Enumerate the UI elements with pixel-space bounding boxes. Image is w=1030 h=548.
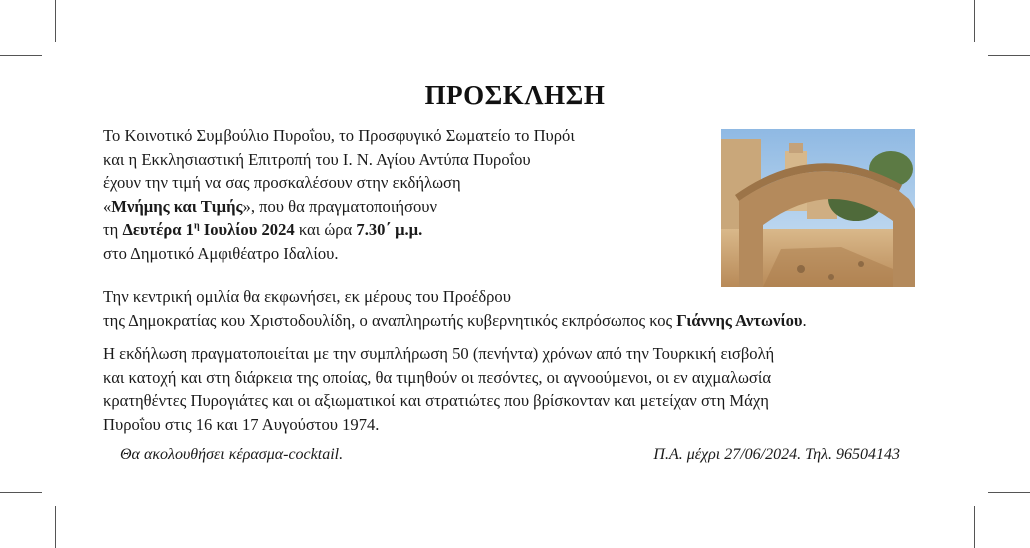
intro-line xyxy=(103,195,703,219)
event-date xyxy=(123,220,295,239)
event-name: Μνήμης και Τιμής xyxy=(111,196,243,216)
crop-mark xyxy=(55,506,56,548)
church-arch-photo xyxy=(721,129,915,287)
invitation-title: ΠΡΟΣΚΛΗΣΗ xyxy=(424,80,606,110)
crop-mark xyxy=(0,492,42,493)
speaker-name: Γιάννης Αντωνίου xyxy=(676,310,803,330)
intro-line: έχουν την τιμή να σας προσκαλέσουν στην εκδήλωση xyxy=(103,173,461,192)
event-line: Πυροΐου στις 16 και 17 Αυγούστου 1974. xyxy=(103,414,380,434)
crop-mark xyxy=(974,0,975,42)
crop-mark xyxy=(988,55,1030,56)
rsvp-note: Π.Α. μέχρι 27/06/2024. Τηλ. 96504143 xyxy=(653,446,900,463)
event-paragraph xyxy=(103,342,933,436)
crop-mark xyxy=(0,55,42,56)
crop-mark xyxy=(974,506,975,548)
date-mid-text: και ώρα xyxy=(294,220,357,239)
date-prefix: τη xyxy=(103,220,123,239)
intro-line: και η Εκκλησιαστική Επιτροπή του Ι. Ν. Αγίου Αντύπα Πυροΐου xyxy=(103,149,531,169)
speaker-line: Την κεντρική ομιλία θα εκφωνήσει, εκ μέρους του Προέδρου xyxy=(103,287,511,306)
speaker-line-end: . xyxy=(802,310,807,330)
event-line: Η εκδήλωση πραγματοποιείται με την συμπλήρωση 50 (πενήντα) χρόνων από την Τουρκική εισβολή xyxy=(103,344,775,363)
event-date-day: Δευτέρα 1 xyxy=(122,220,194,239)
event-date-month-year: Ιουλίου 2024 xyxy=(199,220,295,239)
quote-open: « xyxy=(103,196,112,216)
crop-mark xyxy=(988,492,1030,493)
intro-line-text: », που θα πραγματοποιήσουν xyxy=(242,196,437,216)
event-time: 7.30΄ μ.μ. xyxy=(356,220,423,239)
cocktail-note: Θα ακολουθήσει κέρασμα-cocktail. xyxy=(120,446,344,463)
speaker-line-text: της Δημοκρατίας κου Χριστοδουλίδη, ο αναπληρωτής κυβερνητικός εκπρόσωπος κος xyxy=(103,310,677,330)
speaker-line xyxy=(103,309,933,333)
speaker-paragraph xyxy=(103,285,933,332)
crop-mark xyxy=(55,0,56,42)
event-line: και κατοχή και στη διάρκεια της οποίας, θα τιμηθούν οι πεσόντες, οι αγνοούμενοι, οι εν αιχμαλωσία xyxy=(103,367,772,387)
venue-line: στο Δημοτικό Αμφιθέατρο Ιδαλίου. xyxy=(103,243,339,263)
ordinal-suffix: η xyxy=(193,220,200,232)
date-line xyxy=(103,218,703,242)
intro-line: Το Κοινοτικό Συμβούλιο Πυροΐου, το Προσφυγικό Σωματείο το Πυρόι xyxy=(103,126,575,145)
event-line: κρατηθέντες Πυρογιάτες και οι αξιωματικοί και στρατιώτες που βρίσκονταν και μετείχαν στη Μάχη xyxy=(103,391,769,410)
intro-paragraph xyxy=(103,124,703,265)
